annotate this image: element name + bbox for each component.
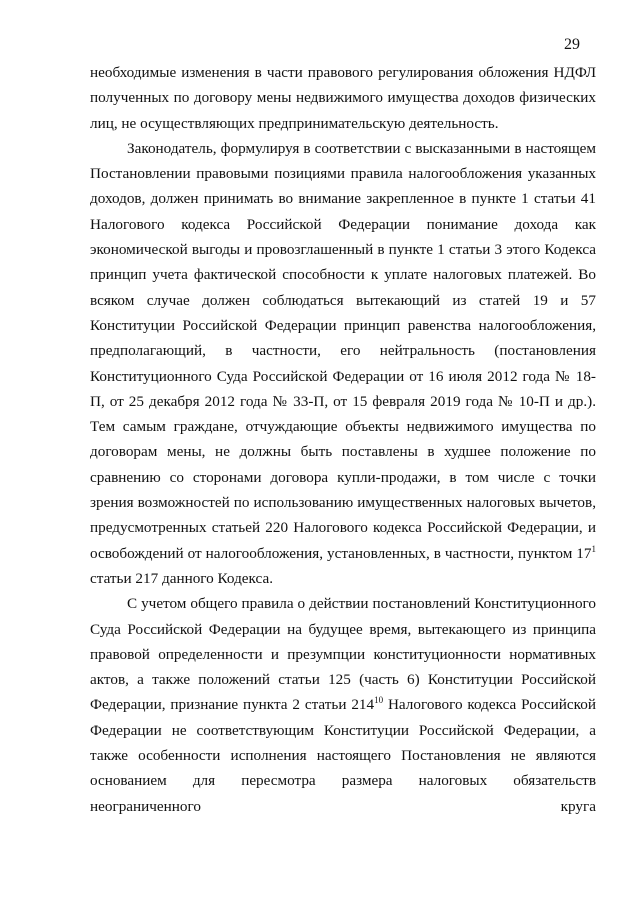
paragraph-text: С учетом общего правила о действии постановлений Конституционного Суда Российской Федерации на будущее время, вытекающего из принципа правовой определенности и презумпции конституционности нормативных актов, а также положений статьи 125 (часть 6) Конституции Российской Федерации, признание пункта 2 статьи 214: [90, 595, 596, 714]
paragraph-continuation: [90, 60, 596, 136]
paragraph-text: Налогового кодекса Российской Федерации не соответствующим Конституции Российской Федерации, а также особенности исполнения настоящего Постановления не являются основанием для пересмотра размера налоговых обязательств неограниченного круга: [90, 696, 596, 815]
superscript: 10: [374, 695, 384, 706]
paragraph-text: статьи 217 данного Кодекса.: [90, 569, 273, 587]
paragraph-text: необходимые изменения в части правового регулирования обложения НДФЛ полученных по договору мены недвижимого имущества доходов физических лиц, не осуществляющих предпринимательскую деятельность.: [90, 64, 596, 132]
paragraph-general-rule: [90, 591, 596, 819]
superscript: 1: [591, 543, 596, 554]
page-number: 29: [564, 36, 580, 53]
paragraph-legislator: [90, 136, 596, 591]
paragraph-text: Законодатель, формулируя в соответствии с высказанными в настоящем Постановлении правовыми позициями правила налогообложения указанных доходов, должен принимать во внимание закрепленное в пункте 1 статьи 41 Налогового кодекса Российской Федерации понимание дохода как экономической выгоды и провозглашенный в пункте 1 статьи 3 этого Кодекса принцип учета фактической способности к уплате налоговых платежей. Во всяком случае должен соблюдаться вытекающий из статей 19 и 57 Конституции Российской Федерации принцип равенства налогообложения, предполагающий, в частности, его нейтральность (постановления Конституционного Суда Российской Федерации от 16 июля 2012 года № 18-П, от 25 декабря 2012 года № 33-П, от 15 февраля 2019 года № 10-П и др.). Тем самым граждане, отчуждающие объекты недвижимого имущества по договорам мены, не должны быть поставлены в худшее положение по сравнению со сторонами договора купли-продажи, в том числе с точки зрения возможностей по использованию имущественных налоговых вычетов, предусмотренных статьей 220 Налогового кодекса Российской Федерации, и освобождений от налогообложения, установленных, в частности, пунктом 17: [90, 139, 596, 562]
document-body: [90, 60, 596, 819]
